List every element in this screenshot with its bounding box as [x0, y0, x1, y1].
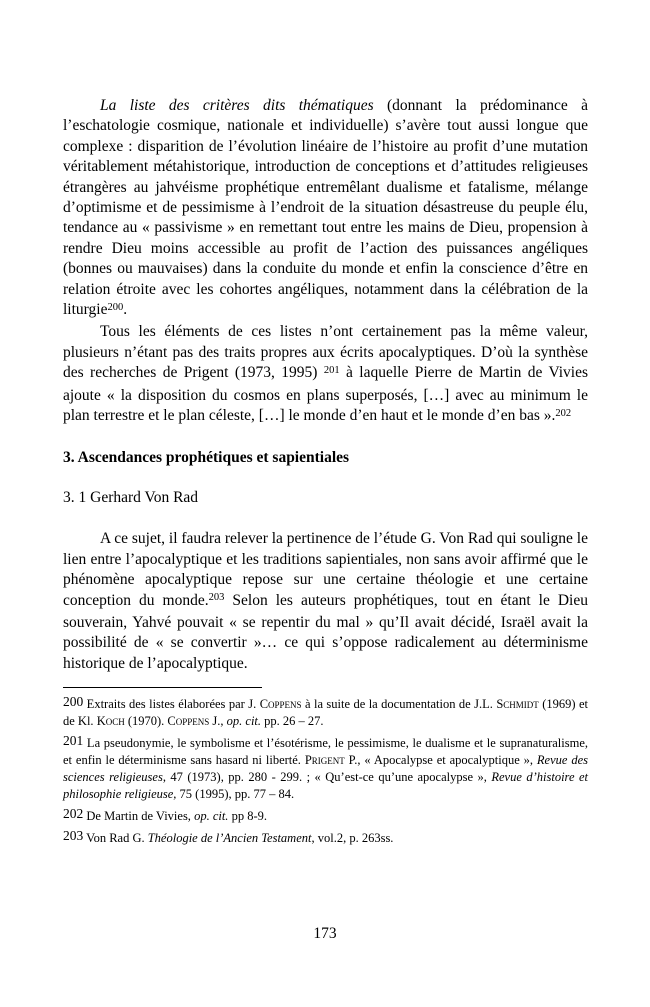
footnote-203: [63, 829, 588, 847]
text-segment: , 47 (1973), pp. 280 - 299. ; « Qu’est-ce qu’une apocalypse »,: [162, 770, 492, 785]
subsection-heading: 3. 1 Gerhard Von Rad: [63, 488, 199, 506]
text-segment: A ce sujet, il faudra relever la pertinence de l’étude G. Von Rad qui souligne le lien entre l’apocalyptique et les traditions sapientiales, non sans avoir affirmé que le phénomène apocalyptique repose sur une certaine théologie et une certaine conception du monde.: [63, 530, 588, 609]
sup-text-segment: 200: [107, 301, 124, 313]
paragraph-von-rad: [63, 529, 588, 674]
paragraph-criteres-thematiques: [63, 96, 588, 322]
fn-num-text-segment: 203: [63, 827, 84, 843]
footnote-202: [63, 807, 588, 825]
text-segment: Selon les auteurs prophétiques, tout en étant le Dieu souverain, Yahvé pouvait « se repentir du mal » qu’Il avait décidé, Israël avait la possibilité de « se convertir »… ce qui s’oppose radicalement au déterminisme historique de l’apocalyptique.: [63, 591, 588, 672]
italic-text-segment: op. cit.: [226, 714, 262, 729]
text-segment: pp. 26 – 27.: [261, 714, 324, 729]
footnotes-section: [63, 687, 588, 847]
sup-text-segment: 203: [208, 592, 225, 604]
page-number: 173: [313, 925, 337, 942]
text-segment: La pseudonymie, le symbolisme et l’ésotérisme, le pessimisme, le dualisme et le supranaturalisme, et enfin le déterminisme sans hasard ni liberté.: [63, 736, 588, 768]
section-heading: 3. Ascendances prophétiques et sapientiales: [63, 448, 350, 466]
text-segment: à laquelle Pierre de Martin de Vivies ajoute « la disposition du cosmos en plans superposés, […] avec au minimum le plan terrestre et le plan céleste, […] le monde d’en haut et le monde d’en bas ».: [63, 364, 588, 425]
smallcaps-text-segment: Coppens: [259, 697, 302, 712]
text-segment: J.,: [209, 714, 227, 729]
text-segment: 75 (1995), pp. 77 – 84.: [176, 787, 295, 802]
text-segment: à la suite de la documentation de J.L.: [301, 697, 497, 712]
text-segment: (donnant la prédominance à l’eschatologie cosmique, nationale et individuelle) s’avère tout aussi longue que complexe : disparition de l’évolution linéaire de l’histoire au profit d’une mutation véritablement métahistorique, introduction de conceptions et d’attitudes religieuses étrangères au jahvéisme prophétique entremêlant dualisme et fatalisme, mélange d’optimisme et de pessimisme à l’endroit de la situation désastreuse du peuple élu, tendance au « passivisme » en remettant tout entre les mains de Dieu, propension à rendre Dieu moins accessible au profit de l’action des puissances angéliques (bonnes ou mauvaises) dans la conduite du monde et enfin la conscience d’être en relation étroite avec les cohortes angéliques, notamment dans la célébration de la liturgie: [63, 97, 588, 319]
fn-num-text-segment: 202: [63, 805, 84, 821]
text-segment: De Martin de Vivies,: [83, 809, 195, 824]
text-segment: , vol.2, p. 263ss.: [311, 831, 394, 846]
text-segment: pp 8-9.: [228, 809, 267, 824]
text-segment: Von Rad G.: [83, 831, 148, 846]
italic-text-segment: op. cit.: [194, 809, 229, 824]
text-segment: .: [123, 301, 128, 319]
italic-text-segment: Théologie de l’Ancien Testament: [147, 831, 312, 846]
sup-text-segment: 202: [555, 407, 572, 419]
fn-num-text-segment: 201: [63, 732, 84, 748]
smallcaps-text-segment: Prigent: [304, 753, 345, 768]
smallcaps-text-segment: Koch: [96, 714, 125, 729]
text-segment: Tous les éléments de ces listes n’ont certainement pas la même valeur, plusieurs n’étant pas des traits propres aux écrits apocalyptiques. D’où la synthèse des recherches de Prigent (1973, 1995): [63, 323, 588, 382]
text-segment: (1969) et de Kl.: [63, 697, 588, 729]
italic-text-segment: Revue d’histoire et philosophie religieuse,: [63, 770, 588, 802]
paragraph-synthese-prigent: [63, 322, 588, 428]
text-segment: Extraits des listes élaborées par J.: [83, 697, 260, 712]
text-segment: P., « Apocalypse et apocalyptique »,: [344, 753, 537, 768]
fn-num-text-segment: 200: [63, 693, 84, 709]
smallcaps-text-segment: Coppens: [167, 714, 210, 729]
italic-text-segment: La liste des critères dits thématiques: [100, 97, 374, 114]
page-body: [63, 96, 588, 847]
italic-text-segment: Revue des sciences religieuses: [63, 753, 588, 785]
footnote-200: [63, 695, 588, 730]
text-segment: (1970).: [124, 714, 168, 729]
footnote-201: [63, 734, 588, 803]
footnote-separator-rule: [63, 687, 262, 688]
smallcaps-text-segment: Schmidt: [496, 697, 539, 712]
sup-text-segment: 201: [323, 364, 340, 376]
